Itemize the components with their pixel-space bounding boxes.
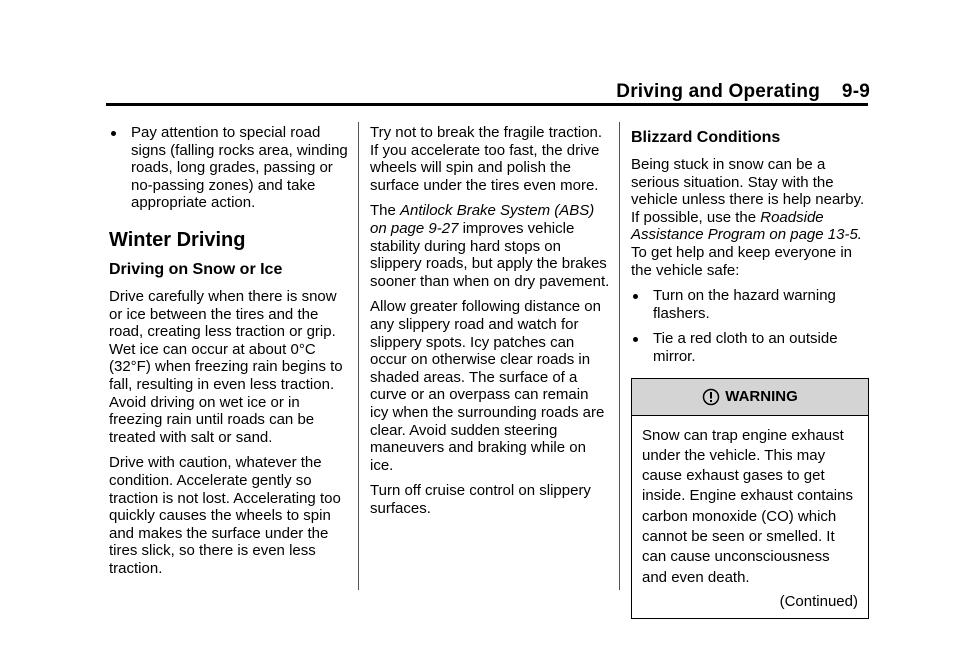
- header-rule: [106, 103, 868, 106]
- paragraph: Drive carefully when there is snow or ice between the tires and the road, creating less traction or grip. Wet ice can occur at about 0°C (32°F) when freezing rain begins to fall, resulting in even less traction. Avoid driving on wet ice or in freezing rain until roads can be treated with salt or sand.: [109, 287, 343, 446]
- warning-body: [632, 416, 868, 619]
- list-item-text: Pay attention to special road signs (falling rocks area, winding roads, long grades, passing or no-passing zones) and take appropriate action.: [131, 124, 348, 212]
- subsection-heading: Blizzard Conditions: [631, 129, 781, 146]
- bullet-icon: [633, 294, 638, 299]
- paragraph: [370, 202, 610, 290]
- warning-box: [631, 378, 869, 620]
- column-divider: [358, 122, 359, 590]
- list-item-text: Tie a red cloth to an outside mirror.: [653, 330, 838, 365]
- page-title: Driving and Operating 9-9: [616, 81, 870, 102]
- subsection-heading: Driving on Snow or Ice: [109, 260, 283, 278]
- cross-reference-link[interactable]: Roadside Assistance Program on page 13-5.: [631, 208, 862, 244]
- paragraph-text: Being stuck in snow can be a serious situation. Stay with the vehicle unless there is help nearby. If possible, use the: [631, 156, 865, 226]
- paragraph: Allow greater following distance on any slippery road and watch for slippery spots. Icy patches can occur on otherwise clear roads in shaded areas. The surface of a curve or an overpass can remain icy when the surrounding roads are clear. Avoid sudden steering maneuvers and braking while on ice.: [370, 298, 605, 474]
- paragraph: [631, 156, 869, 279]
- warning-icon: [702, 388, 720, 406]
- section-heading: Winter Driving: [109, 228, 246, 251]
- continued-label: (Continued): [779, 592, 858, 610]
- paragraph-text: The: [370, 202, 401, 220]
- paragraph: Try not to break the fragile traction. If you accelerate too fast, the drive wheels will spin and polish the surface under the tires even more.: [370, 124, 603, 194]
- list-item: [631, 330, 869, 365]
- list-item: [109, 124, 351, 212]
- warning-header: [632, 379, 868, 416]
- bullet-icon: [633, 337, 638, 342]
- cross-reference-link[interactable]: Antilock Brake System (ABS) on page 9-27: [370, 202, 595, 237]
- paragraph-text: improves vehicle stability during hard stops on slippery roads, but apply the brakes sooner than when on dry pavement.: [370, 219, 610, 290]
- warning-title: WARNING: [725, 387, 798, 405]
- column-1: [109, 124, 351, 585]
- warning-text: Snow can trap engine exhaust under the vehicle. This may cause exhaust gases to get inside. Engine exhaust contains carbon monoxide (CO) which cannot be seen or smelled. It can cause unconsciousness and even death.: [642, 426, 853, 586]
- bullet-icon: [111, 131, 116, 136]
- paragraph: Drive with caution, whatever the condition. Accelerate gently so traction is not lost. Accelerating too quickly causes the wheels to spin and makes the surface under the tires slick, so there is even less traction.: [109, 454, 341, 577]
- list-item: [631, 287, 869, 322]
- paragraph: Turn off cruise control on slippery surfaces.: [370, 482, 591, 517]
- column-2: [370, 124, 610, 525]
- column-divider: [619, 122, 620, 590]
- list-item-text: Turn on the hazard warning flashers.: [653, 287, 836, 322]
- column-3: [631, 124, 869, 619]
- paragraph-text: To get help and keep everyone in the vehicle safe:: [631, 243, 852, 279]
